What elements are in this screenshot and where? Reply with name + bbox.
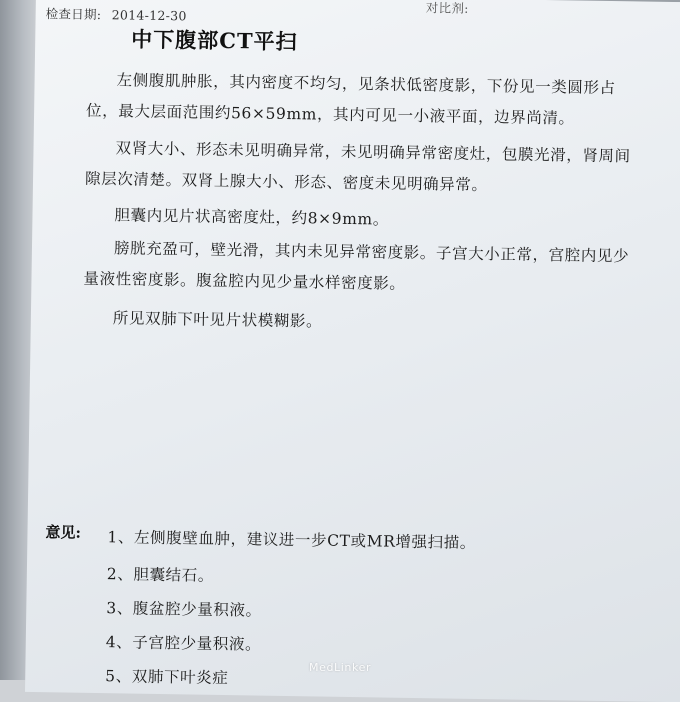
exam-date-label: 检查日期: — [45, 6, 102, 23]
finding-text: 双肾大小、形态未见明确异常，未见明确异常密度灶，包膜光滑，肾周间隙层次清楚。双肾上腺大小、形态、密度未见明确异常。 — [84, 139, 631, 195]
medlinker-watermark: MedLinker — [309, 661, 372, 674]
opinion-item: 3、腹盆腔少量积液。 — [106, 599, 262, 620]
report-document — [25, 0, 680, 702]
opinion-item: 5、双肺下叶炎症 — [105, 667, 229, 688]
finding-text: 所见双肺下叶见片状模糊影。 — [112, 309, 323, 331]
finding-paragraph — [85, 133, 646, 204]
contrast-agent-label: 对比剂: — [425, 0, 469, 16]
finding-text: 膀胱充盈可，壁光滑，其内未见异常密度影。子宫大小正常，宫腔内见少量液性密度影。腹盆腔内见少量水样密度影。 — [83, 239, 630, 293]
exam-date-value: 2014-12-30 — [111, 7, 187, 24]
finding-paragraph — [83, 233, 644, 304]
opinion-item: 1、左侧腹壁血肿，建议进一步CT或MR增强扫描。 — [107, 528, 477, 552]
finding-text: 胆囊内见片状高密度灶，约8×9mm。 — [114, 206, 390, 229]
opinion-item: 2、胆囊结石。 — [106, 565, 215, 585]
exam-date-row — [45, 0, 469, 24]
report-title: 中下腹部CT平扫 — [131, 26, 298, 55]
finding-text: 左侧腹肌肿胀，其内密度不均匀，见条状低密度影，下份见一类圆形占位，最大层面范围约56×59mm，其内可见一小液平面，边界尚清。 — [85, 71, 616, 128]
opinion-label: 意见: — [45, 523, 82, 542]
opinion-item: 4、子宫腔少量积液。 — [105, 633, 262, 654]
finding-paragraph — [83, 303, 643, 343]
finding-paragraph — [86, 65, 647, 136]
